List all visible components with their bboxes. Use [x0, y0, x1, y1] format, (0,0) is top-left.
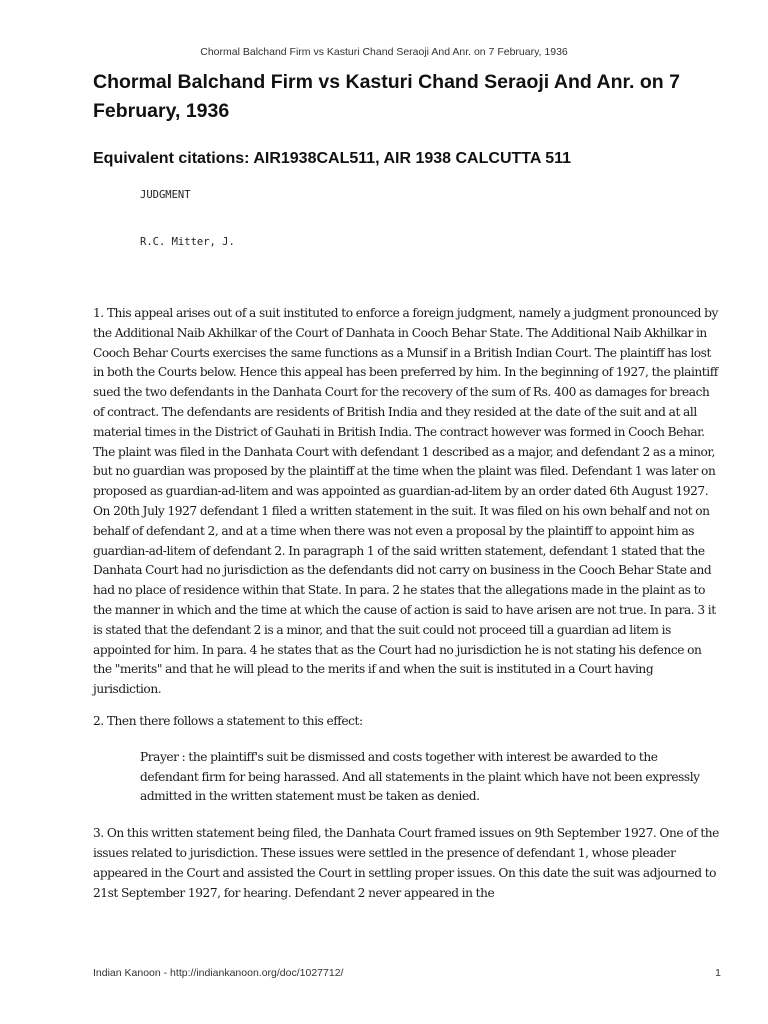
equivalent-citations: Equivalent citations: AIR1938CAL511, AIR 1938 CALCUTTA 511 — [93, 150, 572, 167]
footer-source-link[interactable]: Indian Kanoon - http://indiankanoon.org/doc/1027712/ — [93, 967, 344, 979]
page-footer — [93, 967, 721, 979]
judge-name: R.C. Mitter, J. — [140, 236, 235, 248]
running-header: Chormal Balchand Firm vs Kasturi Chand Seraoji And Anr. on 7 February, 1936 — [200, 46, 568, 58]
paragraph-1: 1. This appeal arises out of a suit instituted to enforce a foreign judgment, namely a judgment pronounced by the Additional Naib Akhilkar of the Court of Danhata in Cooch Behar State. The Additional Naib Akhilkar in Cooch Behar Courts exercises the same functions as a Munsif in a British Indian Court. The plaintiff has lost in both the Courts below. Hence this appeal has been preferred by him. In the beginning of 1927, the plaintiff sued the two defendants in the Danhata Court for the recovery of the sum of Rs. 400 as damages for breach of contract. The defendants are residents of British India and they resided at the date of the suit and at all material times in the District of Gauhati in British India. The contract however was formed in Cooch Behar. The plaint was filed in the Danhata Court with defendant 1 described as a major, and defendant 2 as a minor, but no guardian was proposed by the plaintiff at the time when the plaint was filed. Defendant 1 was later on proposed as guardian-ad-litem and was appointed as guardian-ad-litem by an order dated 6th August 1927. On 20th July 1927 defendant 1 filed a written statement in the suit. It was filed on his own behalf and not on behalf of defendant 2, and at a time when there was not even a proposal by the plaintiff to appoint him as guardian-ad-litem of defendant 2. In paragraph 1 of the said written statement, defendant 1 stated that the Danhata Court had no jurisdiction as the defendants did not carry on business in the Cooch Behar State and had no place of residence within that State. In para. 2 he states that the allegations made in the plaint as to the manner in which and the time at which the cause of action is said to have arisen are not true. In para. 3 it is stated that the defendant 2 is a minor, and that the suit could not proceed till a guardian ad litem is appointed for him. In para. 4 he states that as the Court had no jurisdiction he is not stating his defence on the "merits" and that he will plead to the merits if and when the suit is instituted in a Court having jurisdiction. — [93, 306, 718, 697]
document-body — [93, 68, 721, 903]
page-number: 1 — [715, 967, 721, 979]
paragraph-3: 3. On this written statement being filed, the Danhata Court framed issues on 9th September 1927. One of the issues related to jurisdiction. These issues were settled in the presence of defendant 1, whose pleader appeared in the Court and assisted the Court in settling proper issues. On this date the suit was adjourned to 21st September 1927, for hearing. Defendant 2 never appeared in the — [93, 826, 719, 900]
paragraph-2: 2. Then there follows a statement to this effect: — [93, 713, 363, 728]
block-quote: Prayer : the plaintiff's suit be dismissed and costs together with interest be awarded to the defendant firm for being harassed. And all statements in the plaint which have not been expressly admitted in the written statement must be taken as denied. — [140, 749, 700, 804]
document-title: Chormal Balchand Firm vs Kasturi Chand Seraoji And Anr. on 7 February, 1936 — [93, 71, 680, 122]
judgment-label: JUDGMENT — [140, 189, 191, 201]
